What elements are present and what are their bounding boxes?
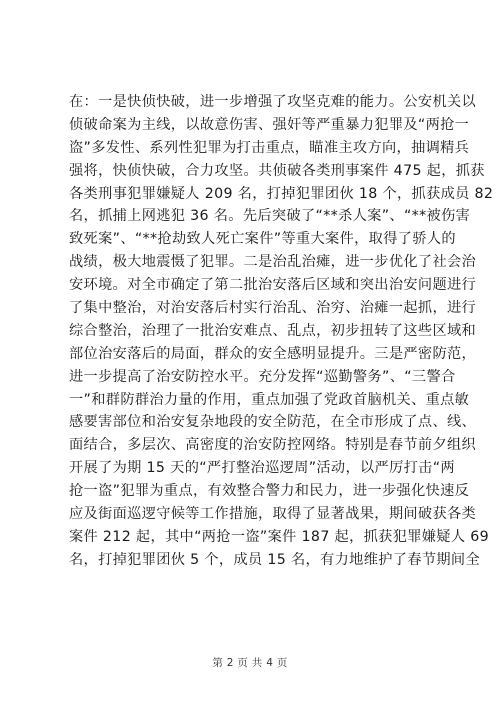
body-paragraph — [69, 91, 494, 572]
text-line: 安环境。对全市确定了第二批治安落后区域和突出治安问题进行 — [69, 277, 477, 294]
text-line: 抢一盗”犯罪为重点，有效整合警力和民力，进一步强化快速反 — [69, 483, 470, 500]
text-line: 强将，快侦快破，合力攻坚。共侦破各类刑事案件 475 起，抓获 — [69, 162, 485, 179]
page-footer — [0, 655, 500, 670]
text-line: 开展了为期 15 天的“严打整治巡逻周”活动，以严厉打击“两 — [69, 460, 455, 477]
text-line: 综合整治，治理了一批治安难点、乱点，初步扭转了这些区域和 — [69, 322, 477, 339]
text-line: 名，抓捕上网逃犯 36 名。先后突破了“**杀人案”、“**被伤害 — [69, 208, 471, 225]
text-line: 致死案”、“**抢劫致人死亡案件”等重大案件，取得了骄人的 — [69, 231, 456, 248]
text-line: 战绩，极大地震慑了犯罪。二是治乱治瘫，进一步优化了社会治 — [69, 254, 477, 271]
text-line: 面结合，多层次、高密度的治安防控网络。特别是春节前夕组织 — [69, 437, 477, 454]
text-line: 名，打掉犯罪团伙 5 个，成员 15 名，有力地维护了春节期间全 — [69, 551, 481, 568]
text-line: 感要害部位和治安复杂地段的安全防范，在全市形成了点、线、 — [69, 414, 477, 431]
text-line: 一”和群防群治力量的作用，重点加强了党政首脑机关、重点敏 — [69, 391, 470, 408]
text-line: 盗”多发性、系列性犯罪为打击重点，瞄准主攻方向，抽调精兵 — [69, 139, 470, 156]
text-line: 部位治安落后的局面，群众的安全感明显提升。三是严密防范， — [69, 345, 477, 362]
text-line: 案件 212 起，其中“两抢一盗”案件 187 起，抓获犯罪嫌疑人 69 — [69, 528, 490, 545]
text-line: 进一步提高了治安防控水平。充分发挥“巡勤警务”、“三警合 — [69, 368, 456, 385]
text-line: 在：一是快侦快破，进一步增强了攻坚克难的能力。公安机关以 — [69, 94, 477, 110]
text-line: 应及街面巡逻守候等工作措施，取得了显著战果，期间破获各类 — [69, 506, 477, 523]
page-number-label: 第 2 页 共 4 页 — [212, 657, 288, 669]
text-line: 了集中整治，对治安落后村实行治乱、治穷、治瘫一起抓，进行 — [69, 300, 477, 317]
text-line: 各类刑事犯罪嫌疑人 209 名，打掉犯罪团伙 18 个，抓获成员 82 — [69, 185, 494, 202]
text-line: 侦破命案为主线，以故意伤害、强奸等严重暴力犯罪及“两抢一 — [69, 116, 470, 133]
